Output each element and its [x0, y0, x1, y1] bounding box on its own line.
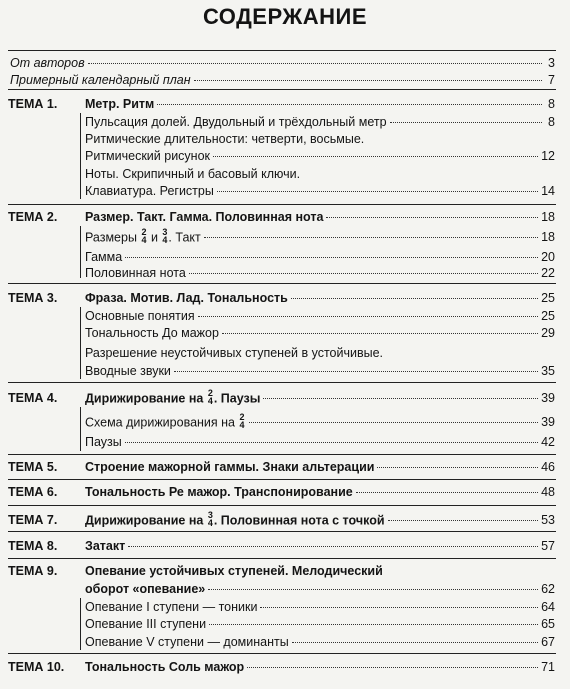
topic-number: ТЕМА 9.: [8, 564, 58, 578]
topic-number: ТЕМА 3.: [8, 291, 58, 305]
topic-heading[interactable]: Размер. Такт. Гамма. Половинная нота 18: [85, 210, 555, 224]
topic-heading[interactable]: Фраза. Мотив. Лад. Тональность 25: [85, 291, 555, 305]
topic-number: ТЕМА 10.: [8, 660, 65, 674]
topic-heading[interactable]: Дирижирование на 3 4 . Половинная нота с точкой 53: [85, 510, 555, 528]
toc-subentry[interactable]: Гамма 20: [85, 250, 555, 264]
page-number: 7: [548, 73, 555, 87]
topic-number: ТЕМА 5.: [8, 460, 58, 474]
topic-number: ТЕМА 2.: [8, 210, 58, 224]
toc-subentry[interactable]: Схема дирижирования на 2 4 39: [85, 412, 555, 430]
topic-heading[interactable]: Дирижирование на 2 4 . Паузы 39: [85, 388, 555, 406]
topic-number: ТЕМА 1.: [8, 97, 58, 111]
toc-subentry-line: Ноты. Скрипичный и басовый ключи.: [85, 167, 301, 181]
divider: [8, 382, 556, 383]
divider: [8, 531, 556, 532]
topic-heading[interactable]: Тональность Ре мажор. Транспонирование 48: [85, 485, 555, 499]
divider: [8, 50, 556, 51]
toc-subentry[interactable]: Опевание I ступени — тоники 64: [85, 600, 555, 614]
topic-heading[interactable]: Тональность Соль мажор 71: [85, 660, 555, 674]
topic-rule: [80, 113, 81, 199]
topic-heading[interactable]: Метр. Ритм 8: [85, 97, 555, 111]
toc-subentry-line: Ритмические длительности: четверти, восьмые.: [85, 132, 365, 146]
page-title: СОДЕРЖАНИЕ: [202, 4, 368, 29]
divider: [8, 558, 556, 559]
toc-subentry[interactable]: Опевание V ступени — доминанты 67: [85, 635, 555, 649]
toc-subentry[interactable]: Половинная нота 22: [85, 266, 555, 280]
topic-number: ТЕМА 4.: [8, 391, 58, 405]
time-signature: 2 4: [207, 388, 213, 406]
toc-subentry[interactable]: Паузы 42: [85, 435, 555, 449]
topic-rule: [80, 407, 81, 451]
page-number: 3: [548, 56, 555, 70]
toc-subentry[interactable]: Клавиатура. Регистры 14: [85, 184, 555, 198]
toc-subentry[interactable]: Ритмический рисунок 12: [85, 149, 555, 163]
toc-subentry[interactable]: Основные понятия 25: [85, 309, 555, 323]
topic-heading[interactable]: Затакт 57: [85, 539, 555, 553]
divider: [8, 653, 556, 654]
time-signature: 2 4: [141, 227, 147, 245]
topic-rule: [80, 307, 81, 379]
toc-entry-authors[interactable]: [10, 56, 555, 71]
toc-subentry[interactable]: Вводные звуки 35: [85, 364, 555, 378]
entry-label: От авторов: [10, 56, 85, 70]
topic-number: ТЕМА 8.: [8, 539, 58, 553]
divider: [8, 204, 556, 205]
topic-rule: [80, 598, 81, 650]
toc-subentry[interactable]: Пульсация долей. Двудольный и трёхдольный метр 8: [85, 115, 555, 129]
time-signature: 2 4: [239, 412, 245, 430]
divider: [8, 479, 556, 480]
topic-number: ТЕМА 7.: [8, 513, 58, 527]
toc-entry-calendar-plan[interactable]: [10, 73, 555, 88]
toc-subentry-line: Разрешение неустойчивых ступеней в устойчивые.: [85, 346, 384, 360]
divider: [8, 283, 556, 284]
divider: [8, 454, 556, 455]
time-signature: 3 4: [162, 227, 168, 245]
divider: [8, 505, 556, 506]
toc-subentry[interactable]: Опевание III ступени 65: [85, 617, 555, 631]
topic-heading[interactable]: Строение мажорной гаммы. Знаки альтерации 46: [85, 460, 555, 474]
topic-number: ТЕМА 6.: [8, 485, 58, 499]
entry-label: Примерный календарный план: [10, 73, 191, 87]
topic-heading-line: Опевание устойчивых ступеней. Мелодический: [85, 564, 383, 578]
time-signature: 3 4: [207, 510, 213, 528]
toc-subentry[interactable]: Тональность До мажор 29: [85, 326, 555, 340]
topic-heading[interactable]: оборот «опевание» 62: [85, 582, 555, 596]
toc-subentry[interactable]: Размеры 2 4 и 3 4 . Такт 18: [85, 227, 555, 245]
topic-rule: [80, 226, 81, 278]
divider: [8, 89, 556, 90]
